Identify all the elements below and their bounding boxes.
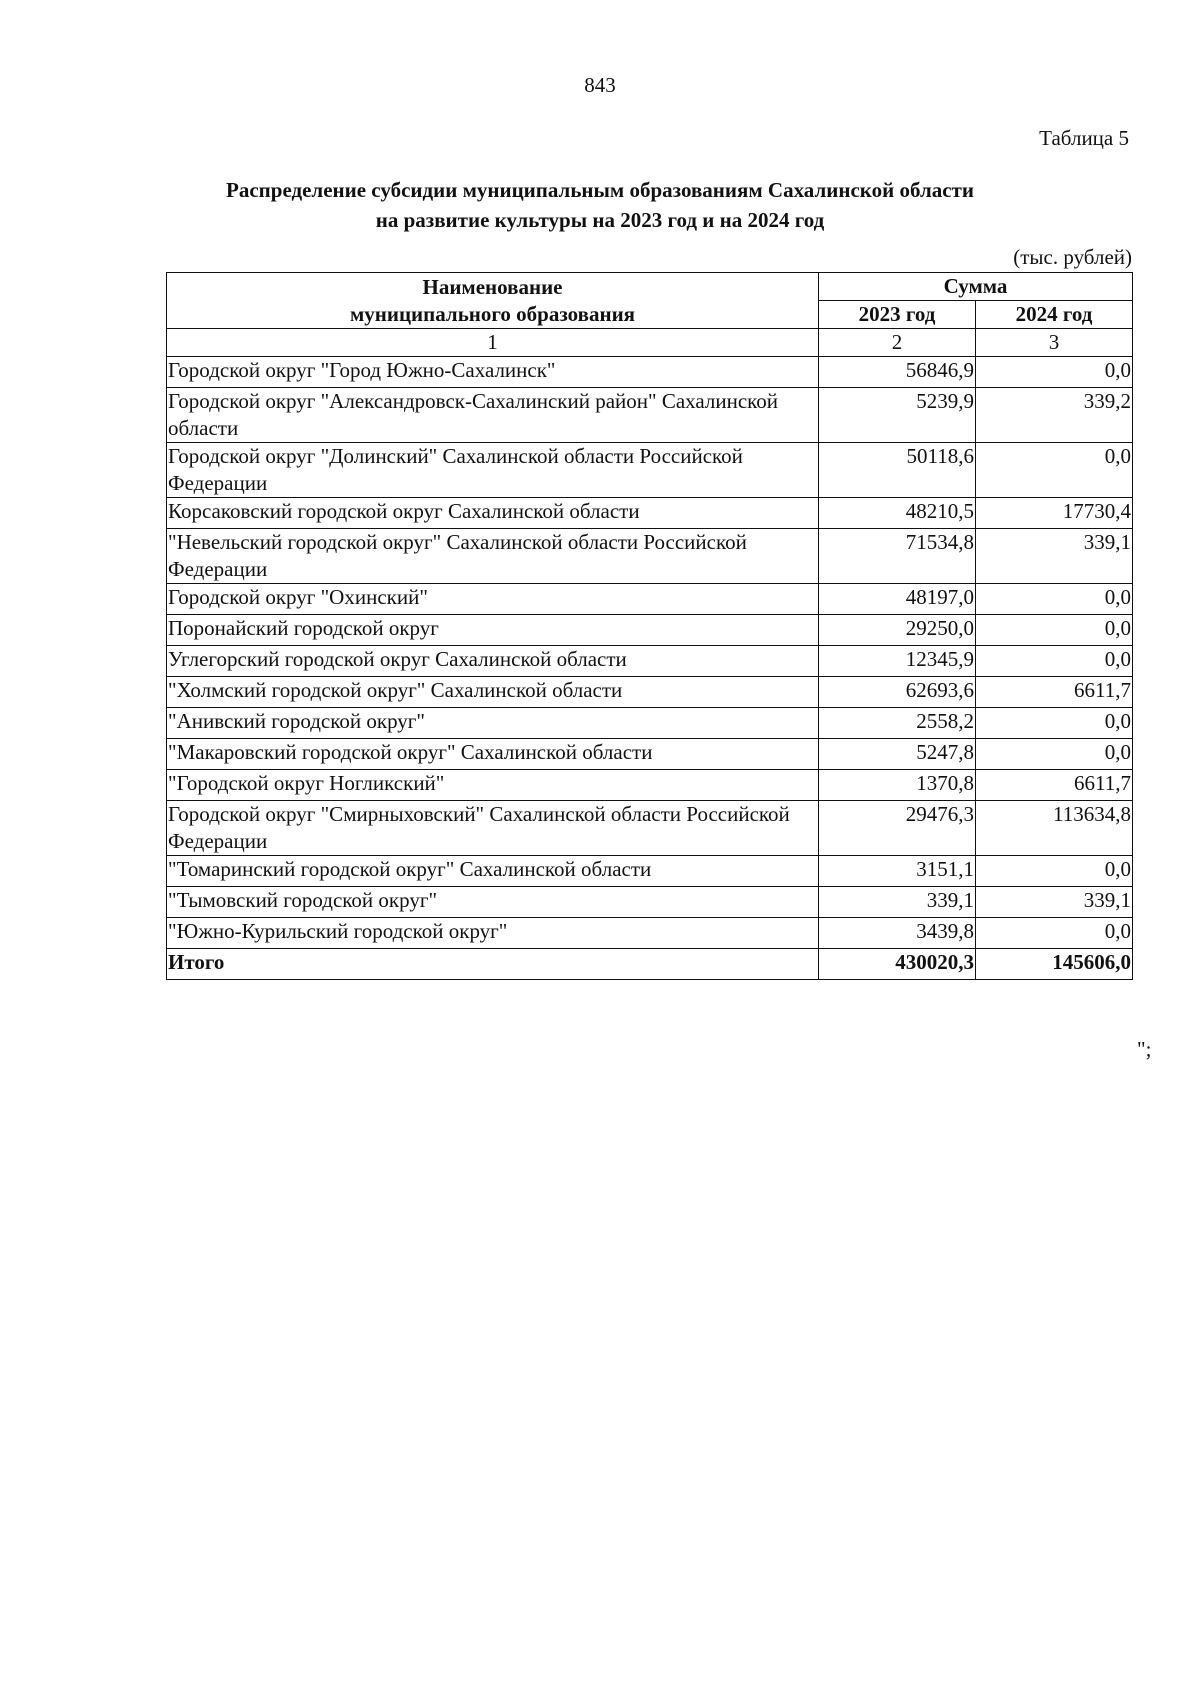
table-row: [167, 856, 1133, 887]
amount-2024: 0,0: [976, 856, 1133, 887]
municipality-name: Городской округ "Смирныховский" Сахалинской области Российской Федерации: [167, 801, 819, 856]
municipality-name: "Городской округ Ногликский": [167, 770, 819, 801]
amount-2024: 339,1: [976, 887, 1133, 918]
amount-2023: 5247,8: [819, 739, 976, 770]
amount-2023: 29250,0: [819, 615, 976, 646]
table-row: [167, 918, 1133, 949]
amount-2024: 0,0: [976, 646, 1133, 677]
amount-2023: 339,1: [819, 887, 976, 918]
table-row: [167, 584, 1133, 615]
total-label: Итого: [167, 949, 819, 980]
table-body: [167, 357, 1133, 980]
amount-2023: 48197,0: [819, 584, 976, 615]
column-number-row: [167, 329, 1133, 357]
municipality-name: Городской округ "Долинский" Сахалинской области Российской Федерации: [167, 443, 819, 498]
document-title: [0, 175, 1200, 235]
table-row: [167, 646, 1133, 677]
table-row: [167, 887, 1133, 918]
amount-2023: 62693,6: [819, 677, 976, 708]
total-2023: 430020,3: [819, 949, 976, 980]
amount-2023: 3439,8: [819, 918, 976, 949]
header-row: [167, 273, 1133, 301]
municipality-name: "Холмский городской округ" Сахалинской области: [167, 677, 819, 708]
header-name-line-2: муниципального образования: [349, 301, 636, 326]
title-line-2: на развитие культуры на 2023 год и на 2024 год: [375, 208, 825, 232]
closing-quote-mark: ";: [1137, 1037, 1152, 1061]
municipality-name: Городской округ "Город Южно-Сахалинск": [167, 357, 819, 388]
amount-2023: 29476,3: [819, 801, 976, 856]
amount-2023: 12345,9: [819, 646, 976, 677]
amount-2024: 339,1: [976, 529, 1133, 584]
amount-2023: 2558,2: [819, 708, 976, 739]
total-2024: 145606,0: [976, 949, 1133, 980]
municipality-name: "Томаринский городской округ" Сахалинской области: [167, 856, 819, 887]
municipality-name: "Невельский городской округ" Сахалинской области Российской Федерации: [167, 529, 819, 584]
amount-2024: 0,0: [976, 443, 1133, 498]
title-line-1: Распределение субсидии муниципальным образованиям Сахалинской области: [226, 178, 974, 202]
table-row: [167, 443, 1133, 498]
municipality-name: Углегорский городской округ Сахалинской области: [167, 646, 819, 677]
municipality-name: Поронайский городской округ: [167, 615, 819, 646]
municipality-name: Корсаковский городской округ Сахалинской области: [167, 498, 819, 529]
table-row: [167, 739, 1133, 770]
table-row: [167, 498, 1133, 529]
table-row: [167, 801, 1133, 856]
amount-2024: 6611,7: [976, 770, 1133, 801]
municipality-name: Городской округ "Охинский": [167, 584, 819, 615]
amount-2023: 1370,8: [819, 770, 976, 801]
subsidy-table: [166, 272, 1133, 980]
table-row: [167, 708, 1133, 739]
amount-2023: 5239,9: [819, 388, 976, 443]
amount-2024: 0,0: [976, 357, 1133, 388]
municipality-name: "Южно-Курильский городской округ": [167, 918, 819, 949]
amount-2023: 56846,9: [819, 357, 976, 388]
amount-2023: 50118,6: [819, 443, 976, 498]
amount-2024: 0,0: [976, 918, 1133, 949]
amount-2024: 0,0: [976, 708, 1133, 739]
municipality-name: Городской округ "Александровск-Сахалинский район" Сахалинской области: [167, 388, 819, 443]
municipality-name: "Анивский городской округ": [167, 708, 819, 739]
amount-2024: 113634,8: [976, 801, 1133, 856]
page-number: 843: [584, 73, 616, 97]
header-sum: Сумма: [819, 273, 1133, 301]
amount-2024: 0,0: [976, 584, 1133, 615]
amount-2024: 0,0: [976, 739, 1133, 770]
column-number-2: 2: [819, 329, 976, 357]
units-label: (тыс. рублей): [1013, 245, 1132, 269]
amount-2024: 339,2: [976, 388, 1133, 443]
table-row: [167, 770, 1133, 801]
amount-2023: 71534,8: [819, 529, 976, 584]
amount-2024: 17730,4: [976, 498, 1133, 529]
table-caption: Таблица 5: [1039, 126, 1129, 150]
header-year-2023: 2023 год: [819, 301, 976, 329]
amount-2023: 48210,5: [819, 498, 976, 529]
header-year-2024: 2024 год: [976, 301, 1133, 329]
table-row: [167, 357, 1133, 388]
header-name: [167, 273, 819, 329]
header-name-line-1: Наименование: [422, 274, 563, 299]
amount-2024: 6611,7: [976, 677, 1133, 708]
municipality-name: "Макаровский городской округ" Сахалинской области: [167, 739, 819, 770]
amount-2023: 3151,1: [819, 856, 976, 887]
table-row: [167, 529, 1133, 584]
total-row: [167, 949, 1133, 980]
table-row: [167, 615, 1133, 646]
municipality-name: "Тымовский городской округ": [167, 887, 819, 918]
column-number-1: 1: [167, 329, 819, 357]
amount-2024: 0,0: [976, 615, 1133, 646]
table-row: [167, 388, 1133, 443]
column-number-3: 3: [976, 329, 1133, 357]
table-row: [167, 677, 1133, 708]
